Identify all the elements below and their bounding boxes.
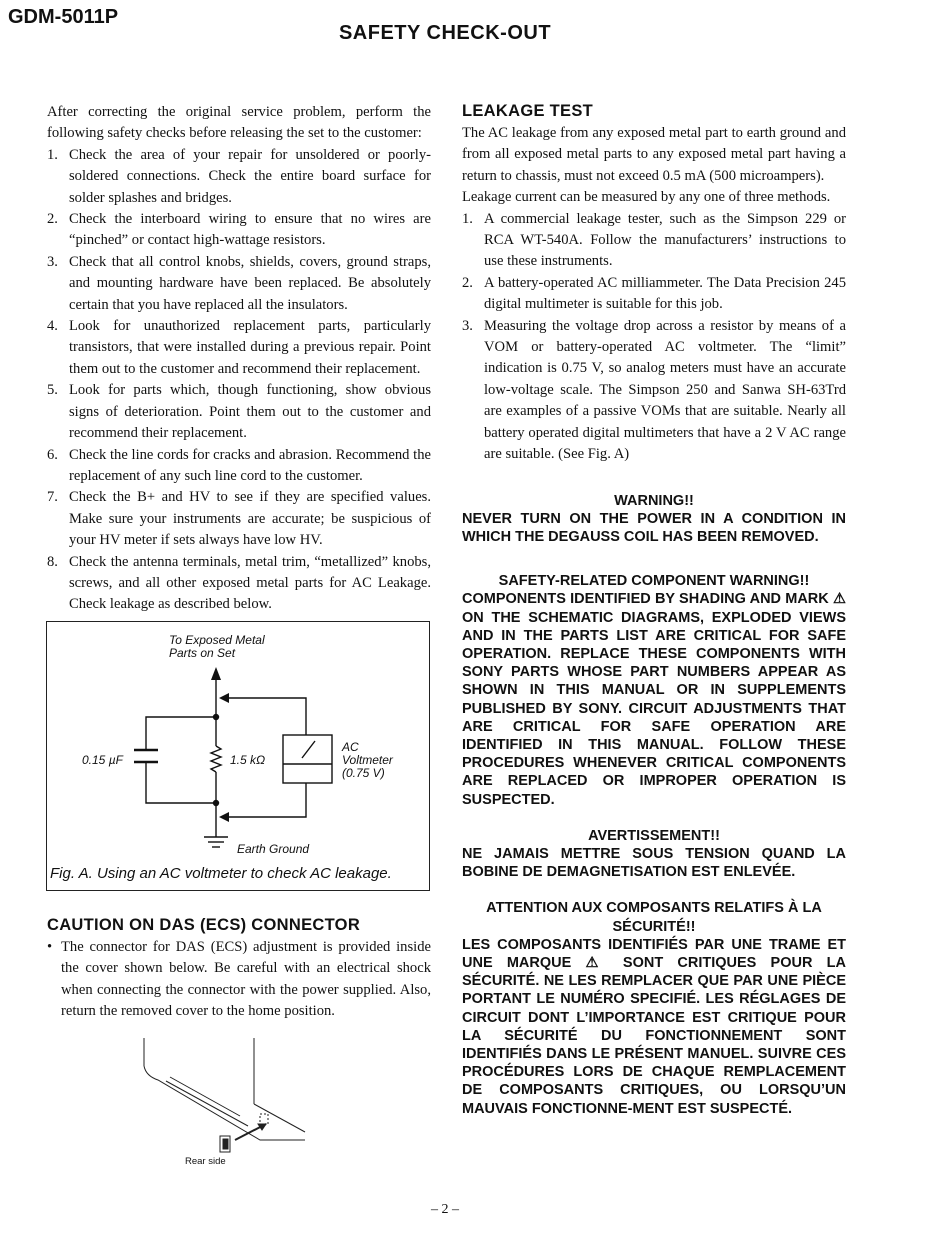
page-title: SAFETY CHECK-OUT — [338, 22, 552, 44]
leakage-intro: The AC leakage from any exposed metal part to earth ground and from all exposed metal parts to any exposed metal part having a return to chassis, must not exceed 0.5 mA (500 microampers). — [462, 125, 846, 184]
resistor-label: 1.5 kΩ — [230, 753, 266, 767]
checklist-item: 5. Look for parts which, though functioning, show obvious signs of deterioration. Point them out to the customer and recommend their replacement. — [47, 382, 431, 442]
caution-bullet: • The connector for DAS (ECS) adjustment is provided inside the cover shown below. Be careful with an electrical shock when connecting the connector with the power supplied. Also, return the removed cover to the home position. — [47, 939, 431, 1020]
attention-composants: ATTENTION AUX COMPOSANTS RELATIFS À LA SÉCURITÉ!! LES COMPOSANTS IDENTIFIÉS PAR UNE TRAME ET UNE MARQUE ⚠ SONT CRITIQUES POUR LA SÉCURITÉ. NE LES REMPLACER QUE PAR UNE PIÈCE PORTANT LE NUMÉRO SPECIFIÉ. LES RÉGLAGES DE CIRCUIT DONT L’IMPORTANCE EST CRITIQUE POUR LA SÉCURITÉ DU FONCTIONNEMENT SONT IDENTIFIÉS DANS LE PRÉSENT MANUEL. SUIVRE CES PROCÉDURES LORS DE CHAQUE REMPLACEMENT DE COMPOSANTS CRITIQUES, OU LORSQU’UN MAUVAIS FONCTIONNE-MENT EST SUSPECTÉ. — [462, 900, 846, 1117]
warning-degauss: WARNING!! NEVER TURN ON THE POWER IN A CONDITION IN WHICH THE DEGAUSS COIL HAS BEEN REMOVED. — [462, 492, 846, 545]
capacitor-label: 0.15 µF — [82, 753, 123, 767]
method-item: 3. Measuring the voltage drop across a resistor by means of a VOM or battery-operated AC voltmeter. The “limit” indication is 0.75 V, so analog meters must have an accurate low-voltage scale. The Simpson 250 and Sanwa SH-63Trd are examples of a passive VOMs that are suitable. Nearly all battery operated digital multimeters that have a 2 V AC range are suitable. (See Fig. A) — [462, 317, 846, 463]
checklist-item: 4. Look for unauthorized replacement parts, particularly transistors, that were installed during a previous repair. Point them out to the customer and recommend their replacement. — [47, 318, 431, 377]
checklist-item: 3. Check that all control knobs, shields, covers, ground straps, and mounting hardware have been replaced. Be absolutely certain that you have replaced all the insulators. — [47, 253, 431, 313]
figure-caption: Fig. A. Using an AC voltmeter to check AC leakage. — [50, 865, 392, 882]
checklist-intro: After correcting the original service problem, perform the following safety checks before releasing the set to the customer: — [47, 104, 431, 142]
leakage-heading: LEAKAGE TEST — [462, 102, 594, 120]
figure-a — [46, 621, 430, 891]
warning-safety-components: SAFETY-RELATED COMPONENT WARNING!! COMPONENTS IDENTIFIED BY SHADING AND MARK ⚠ ON THE SCHEMATIC DIAGRAMS, EXPLODED VIEWS AND IN THE PARTS LIST ARE CRITICAL FOR SAFE OPERATION. REPLACE THESE COMPONENTS WITH SONY PARTS WHOSE PART NUMBERS APPEAR AS SHOWN IN THIS MANUAL OR IN SUPPLEMENTS PUBLISHED BY SONY. CIRCUIT ADJUSTMENTS THAT ARE CRITICAL FOR SAFE OPERATION ARE IDENTIFIED IN THIS MANUAL. FOLLOW THESE PROCEDURES WHENEVER CRITICAL COMPONENTS ARE REPLACED OR IMPROPER OPERATION IS SUSPECTED. — [462, 573, 846, 808]
rear-side-label: Rear side — [185, 1156, 226, 1167]
method-item: 2. A battery-operated AC milliammeter. The Data Precision 245 digital multimeter is suitable for this job. — [462, 274, 846, 313]
page-number: – 2 – — [431, 1202, 459, 1217]
voltmeter-label: AC Voltmeter (0.75 V) — [342, 740, 393, 780]
leakage-methods-intro: Leakage current can be measured by any one of three methods. — [462, 189, 831, 206]
right-column — [462, 102, 846, 1118]
checklist-item: 7. Check the B+ and HV to see if they are specified values. Make sure your instruments are accurate; be suspicious of your HV meter if sets always have low HV. — [47, 489, 431, 549]
checklist-item: 2. Check the interboard wiring to ensure that no wires are “pinched” or contact high-wattage resistors. — [47, 211, 431, 249]
ground-label: Earth Ground — [237, 842, 310, 856]
checklist-item: 1. Check the area of your repair for unsoldered or poorly-soldered connections. Check the entire board surface for solder splashes and bridges. — [47, 146, 431, 206]
avertissement: AVERTISSEMENT!! NE JAMAIS METTRE SOUS TENSION QUAND LA BOBINE DE DEMAGNETISATION EST ENLEVÉE. — [462, 827, 846, 881]
checklist — [47, 145, 431, 616]
model-number: GDM-5011P — [8, 6, 119, 28]
checklist-item: 6. Check the line cords for cracks and abrasion. Recommend the replacement of any such line cord to the customer. — [47, 446, 431, 484]
method-item: 1. A commercial leakage tester, such as the Simpson 229 or RCA WT-540A. Follow the manufacturers’ instructions to use these instruments. — [462, 210, 846, 270]
checklist-item: 8. Check the antenna terminals, metal trim, “metallized” knobs, screws, and all other exposed metal parts for AC Leakage. Check leakage as described below. — [47, 553, 431, 613]
das-connector-drawing — [140, 1036, 310, 1156]
caution-heading: CAUTION ON DAS (ECS) CONNECTOR — [47, 916, 361, 934]
caution-section — [47, 916, 431, 1023]
top-label: To Exposed Metal Parts on Set — [169, 633, 265, 660]
safety-checklist — [47, 102, 431, 616]
warning-triangle-icon: ⚠ — [585, 954, 609, 971]
leakage-methods — [462, 209, 846, 466]
warning-triangle-icon: ⚠ — [833, 591, 846, 608]
